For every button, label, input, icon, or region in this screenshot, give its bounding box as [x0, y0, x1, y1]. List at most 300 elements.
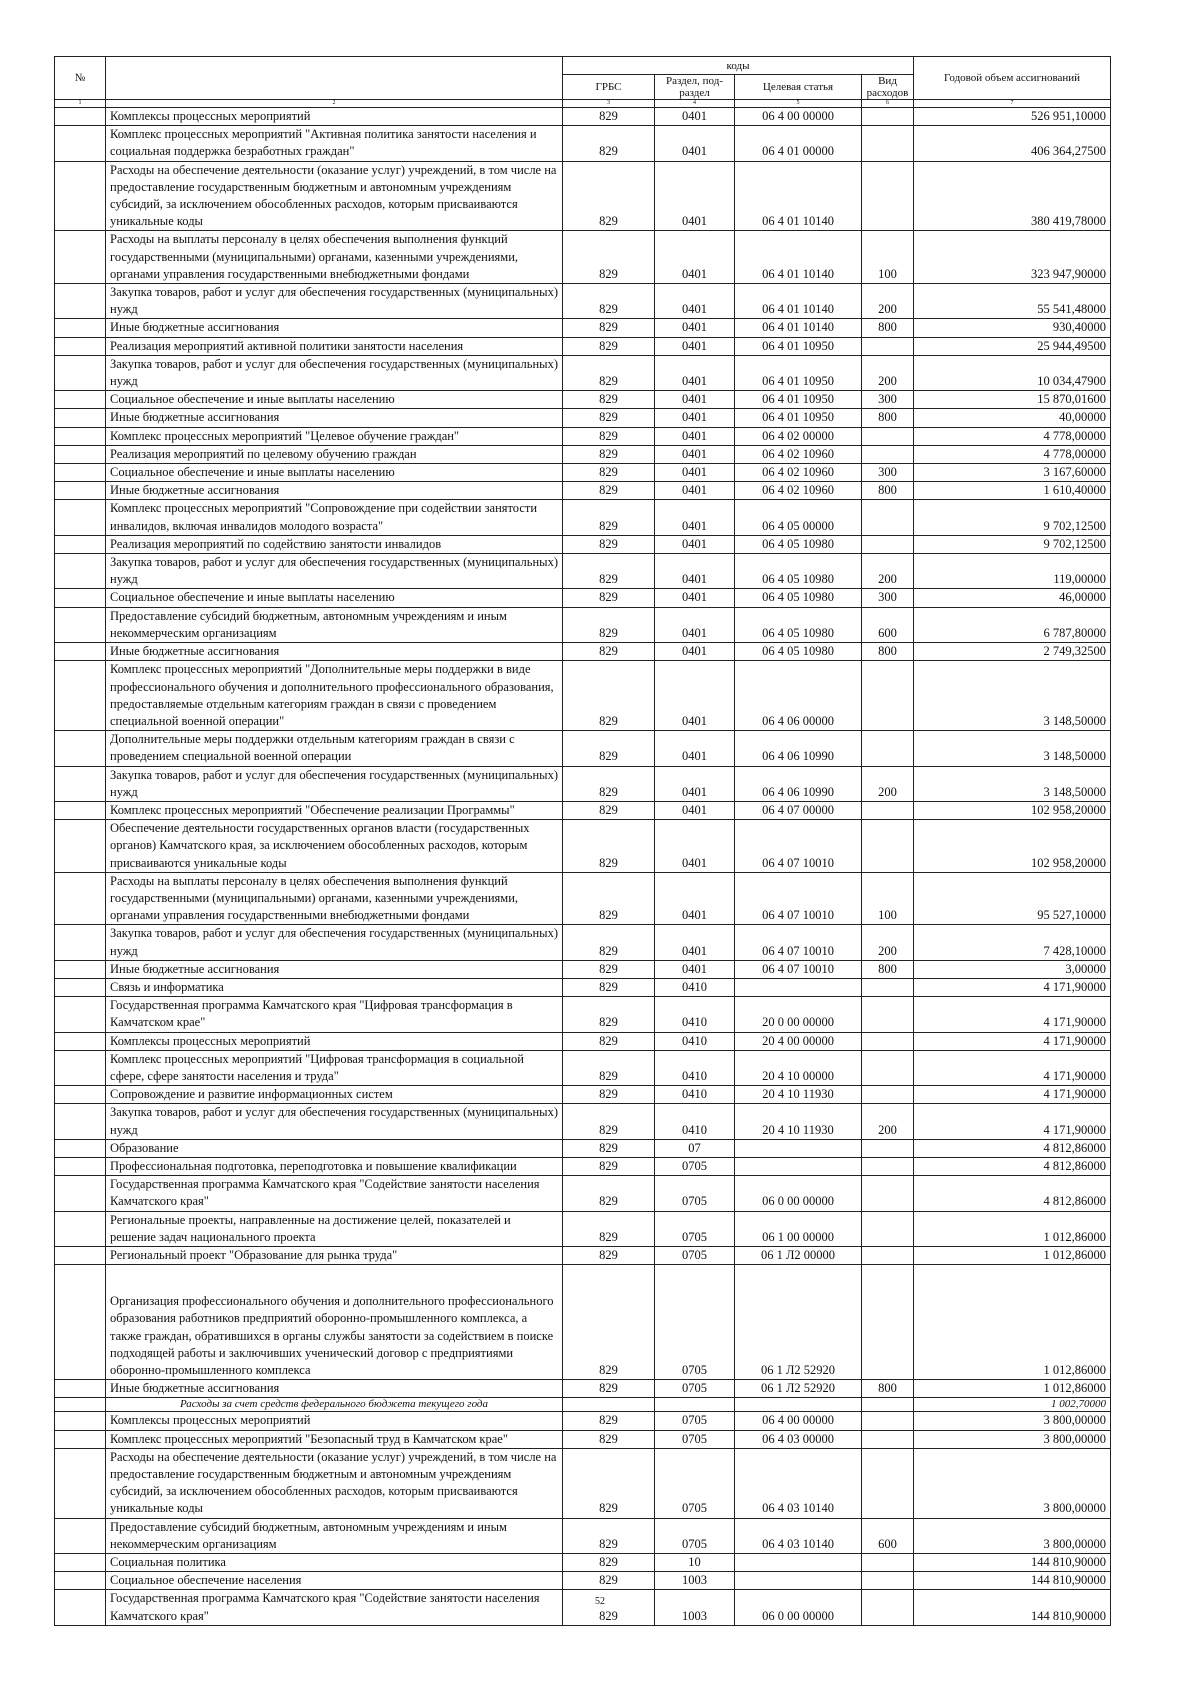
row-cs-cell: 06 4 01 10950 [735, 409, 862, 427]
row-amount-cell: 15 870,01600 [914, 391, 1111, 409]
row-amount-cell: 9 702,12500 [914, 535, 1111, 553]
row-cs-cell: 06 4 03 00000 [735, 1430, 862, 1448]
row-grbs-cell: 829 [563, 661, 655, 731]
row-amount-cell: 144 810,90000 [914, 1572, 1111, 1590]
row-amount-cell: 144 810,90000 [914, 1590, 1111, 1625]
col-number: 2 [106, 100, 563, 108]
row-number-cell [55, 1050, 106, 1085]
row-vr-cell [862, 997, 914, 1032]
table-row [55, 766, 1111, 801]
row-amount-cell: 55 541,48000 [914, 284, 1111, 319]
row-amount-cell: 1 012,86000 [914, 1380, 1111, 1398]
row-amount-cell: 4 812,86000 [914, 1139, 1111, 1157]
row-amount-cell: 25 944,49500 [914, 337, 1111, 355]
table-row [55, 409, 1111, 427]
row-razdel-cell [655, 1398, 735, 1412]
row-razdel-cell: 0401 [655, 925, 735, 960]
row-vr-cell [862, 445, 914, 463]
row-grbs-cell: 829 [563, 960, 655, 978]
row-vr-cell [862, 1086, 914, 1104]
table-row [55, 1572, 1111, 1590]
row-amount-cell: 4 778,00000 [914, 427, 1111, 445]
row-grbs-cell: 829 [563, 1157, 655, 1175]
row-name-cell: Предоставление субсидий бюджетным, автономным учреждениям и иным некоммерческим организациям [106, 1518, 563, 1553]
row-number-cell [55, 319, 106, 337]
row-name-cell: Комплекс процессных мероприятий "Обеспечение реализации Программы" [106, 801, 563, 819]
row-number-cell [55, 607, 106, 642]
row-amount-cell: 1 610,40000 [914, 482, 1111, 500]
row-amount-cell: 4 171,90000 [914, 978, 1111, 996]
row-cs-cell: 06 4 02 10960 [735, 482, 862, 500]
row-vr-cell [862, 535, 914, 553]
row-razdel-cell: 0401 [655, 108, 735, 126]
row-number-cell [55, 535, 106, 553]
row-number-cell [55, 284, 106, 319]
row-name-cell: Социальное обеспечение и иные выплаты населению [106, 464, 563, 482]
col-number: 4 [655, 100, 735, 108]
row-amount-cell: 7 428,10000 [914, 925, 1111, 960]
row-grbs-cell: 829 [563, 1176, 655, 1211]
row-name-cell: Иные бюджетные ассигнования [106, 409, 563, 427]
row-number-cell [55, 1086, 106, 1104]
row-number-cell [55, 161, 106, 231]
row-vr-cell [862, 1247, 914, 1265]
row-amount-cell: 1 012,86000 [914, 1265, 1111, 1380]
row-razdel-cell: 1003 [655, 1572, 735, 1590]
row-vr-cell: 200 [862, 284, 914, 319]
row-number-cell [55, 925, 106, 960]
row-vr-cell [862, 161, 914, 231]
row-name-cell: Государственная программа Камчатского края "Содействие занятости населения Камчатского края" [106, 1176, 563, 1211]
header-grbs: ГРБС [563, 75, 655, 100]
row-cs-cell: 06 4 06 00000 [735, 661, 862, 731]
table-row [55, 126, 1111, 161]
table-row [55, 978, 1111, 996]
row-amount-cell: 102 958,20000 [914, 801, 1111, 819]
row-amount-cell: 1 012,86000 [914, 1211, 1111, 1246]
row-grbs-cell: 829 [563, 1572, 655, 1590]
row-number-cell [55, 1176, 106, 1211]
row-name-cell: Реализация мероприятий по содействию занятости инвалидов [106, 535, 563, 553]
row-razdel-cell: 0401 [655, 482, 735, 500]
row-razdel-cell: 0705 [655, 1430, 735, 1448]
row-vr-cell [862, 661, 914, 731]
col-number: 3 [563, 100, 655, 108]
col-number: 6 [862, 100, 914, 108]
row-grbs-cell: 829 [563, 445, 655, 463]
row-vr-cell [862, 1398, 914, 1412]
table-row [55, 161, 1111, 231]
row-grbs-cell: 829 [563, 607, 655, 642]
row-amount-cell: 4 171,90000 [914, 1032, 1111, 1050]
row-vr-cell: 800 [862, 482, 914, 500]
row-grbs-cell: 829 [563, 126, 655, 161]
table-row [55, 661, 1111, 731]
row-grbs-cell: 829 [563, 319, 655, 337]
row-number-cell [55, 1430, 106, 1448]
row-razdel-cell: 0401 [655, 284, 735, 319]
row-cs-cell: 06 4 02 10960 [735, 445, 862, 463]
row-amount-cell: 10 034,47900 [914, 355, 1111, 390]
row-name-cell: Предоставление субсидий бюджетным, автономным учреждениям и иным некоммерческим организациям [106, 607, 563, 642]
row-grbs-cell: 829 [563, 337, 655, 355]
table-row [55, 1211, 1111, 1246]
row-name-cell: Региональный проект "Образование для рынка труда" [106, 1247, 563, 1265]
row-grbs-cell: 829 [563, 872, 655, 925]
row-name-cell: Комплексы процессных мероприятий [106, 108, 563, 126]
row-vr-cell: 600 [862, 1518, 914, 1553]
row-name-cell: Иные бюджетные ассигнования [106, 643, 563, 661]
row-razdel-cell: 0401 [655, 960, 735, 978]
header-name [106, 57, 563, 100]
row-name-cell: Закупка товаров, работ и услуг для обеспечения государственных (муниципальных) нужд [106, 284, 563, 319]
row-amount-cell: 3 800,00000 [914, 1430, 1111, 1448]
row-grbs-cell: 829 [563, 1104, 655, 1139]
row-vr-cell [862, 1211, 914, 1246]
row-amount-cell: 3 800,00000 [914, 1412, 1111, 1430]
row-name-cell: Комплекс процессных мероприятий "Дополнительные меры поддержки в виде профессионального обучения и дополнительного профессионального образования, предоставляемые отдельным категориям граждан в связи с проведением специальной военной операции" [106, 661, 563, 731]
row-razdel-cell: 0705 [655, 1265, 735, 1380]
row-razdel-cell: 0401 [655, 319, 735, 337]
row-number-cell [55, 1265, 106, 1380]
row-cs-cell: 06 4 02 00000 [735, 427, 862, 445]
table-row [55, 231, 1111, 284]
row-amount-cell: 95 527,10000 [914, 872, 1111, 925]
row-grbs-cell: 829 [563, 391, 655, 409]
table-row [55, 731, 1111, 766]
row-name-cell: Иные бюджетные ассигнования [106, 319, 563, 337]
row-cs-cell: 06 1 00 00000 [735, 1211, 862, 1246]
row-number-cell [55, 554, 106, 589]
row-name-cell: Государственная программа Камчатского края "Содействие занятости населения Камчатского края" [106, 1590, 563, 1625]
row-razdel-cell: 0401 [655, 820, 735, 873]
row-cs-cell: 06 4 01 10950 [735, 337, 862, 355]
row-cs-cell: 06 4 05 10980 [735, 589, 862, 607]
table-row [55, 1104, 1111, 1139]
row-grbs-cell: 829 [563, 427, 655, 445]
row-amount-cell: 3 148,50000 [914, 731, 1111, 766]
row-amount-cell: 3 148,50000 [914, 766, 1111, 801]
row-razdel-cell: 0410 [655, 1050, 735, 1085]
row-cs-cell: 06 1 Л2 52920 [735, 1265, 862, 1380]
row-vr-cell: 600 [862, 607, 914, 642]
row-number-cell [55, 766, 106, 801]
row-vr-cell [862, 427, 914, 445]
row-cs-cell: 06 4 01 10140 [735, 319, 862, 337]
row-grbs-cell: 829 [563, 1139, 655, 1157]
row-amount-cell: 2 749,32500 [914, 643, 1111, 661]
row-cs-cell: 06 0 00 00000 [735, 1176, 862, 1211]
row-amount-cell: 3 800,00000 [914, 1448, 1111, 1518]
row-number-cell [55, 872, 106, 925]
row-razdel-cell: 0401 [655, 589, 735, 607]
row-grbs-cell: 829 [563, 1211, 655, 1246]
table-row [55, 589, 1111, 607]
row-razdel-cell: 0401 [655, 231, 735, 284]
row-cs-cell: 20 4 10 11930 [735, 1086, 862, 1104]
row-amount-cell: 323 947,90000 [914, 231, 1111, 284]
row-grbs-cell: 829 [563, 409, 655, 427]
row-vr-cell [862, 337, 914, 355]
row-name-cell: Иные бюджетные ассигнования [106, 482, 563, 500]
row-grbs-cell: 829 [563, 820, 655, 873]
row-number-cell [55, 1247, 106, 1265]
row-grbs-cell: 829 [563, 801, 655, 819]
row-name-cell: Комплексы процессных мероприятий [106, 1032, 563, 1050]
row-number-cell [55, 1157, 106, 1175]
row-vr-cell [862, 1412, 914, 1430]
table-row [55, 445, 1111, 463]
row-amount-cell: 406 364,27500 [914, 126, 1111, 161]
row-grbs-cell: 829 [563, 978, 655, 996]
row-amount-cell: 930,40000 [914, 319, 1111, 337]
row-number-cell [55, 1518, 106, 1553]
table-row [55, 337, 1111, 355]
row-amount-cell: 526 951,10000 [914, 108, 1111, 126]
row-vr-cell [862, 1032, 914, 1050]
table-row [55, 1380, 1111, 1398]
table-row [55, 960, 1111, 978]
row-name-cell: Социальное обеспечение населения [106, 1572, 563, 1590]
row-number-cell [55, 126, 106, 161]
row-cs-cell [735, 1398, 862, 1412]
row-razdel-cell: 1003 [655, 1590, 735, 1625]
table-row [55, 872, 1111, 925]
row-grbs-cell: 829 [563, 482, 655, 500]
row-razdel-cell: 0401 [655, 464, 735, 482]
row-number-cell [55, 1211, 106, 1246]
table-row [55, 1176, 1111, 1211]
table-row [55, 464, 1111, 482]
row-number-cell [55, 661, 106, 731]
row-grbs-cell: 829 [563, 1554, 655, 1572]
row-grbs-cell: 829 [563, 535, 655, 553]
row-amount-cell: 144 810,90000 [914, 1554, 1111, 1572]
row-amount-cell: 4 171,90000 [914, 997, 1111, 1032]
row-grbs-cell: 829 [563, 355, 655, 390]
row-grbs-cell: 829 [563, 500, 655, 535]
row-name-cell: Расходы на выплаты персоналу в целях обеспечения выполнения функций государственными (муниципальными) органами, казенными учреждениями, органами управления государственными внебюджетными фондами [106, 872, 563, 925]
row-cs-cell: 20 4 00 00000 [735, 1032, 862, 1050]
row-number-cell [55, 731, 106, 766]
row-amount-cell: 4 171,90000 [914, 1050, 1111, 1085]
table-row [55, 1430, 1111, 1448]
budget-table [54, 56, 1111, 1626]
row-cs-cell: 20 4 10 11930 [735, 1104, 862, 1139]
row-name-cell: Закупка товаров, работ и услуг для обеспечения государственных (муниципальных) нужд [106, 554, 563, 589]
row-cs-cell: 06 4 07 10010 [735, 820, 862, 873]
table-row [55, 1398, 1111, 1412]
row-cs-cell: 06 4 01 10140 [735, 284, 862, 319]
row-vr-cell: 800 [862, 409, 914, 427]
row-number-cell [55, 1412, 106, 1430]
row-vr-cell [862, 1430, 914, 1448]
row-name-cell: Иные бюджетные ассигнования [106, 1380, 563, 1398]
row-vr-cell [862, 1157, 914, 1175]
row-name-cell: Организация профессионального обучения и дополнительного профессионального образования работников предприятий оборонно-промышленного комплекса, а также граждан, обратившихся в органы службы занятости за содействием в поиске подходящей работы и заключивших ученический договор с предприятиями оборонно-промышленного комплекса [106, 1265, 563, 1380]
row-name-cell: Комплекс процессных мероприятий "Безопасный труд в Камчатском крае" [106, 1430, 563, 1448]
row-number-cell [55, 464, 106, 482]
row-vr-cell [862, 978, 914, 996]
table-row [55, 1554, 1111, 1572]
row-razdel-cell: 0705 [655, 1412, 735, 1430]
row-amount-cell: 4 171,90000 [914, 1086, 1111, 1104]
row-cs-cell: 20 0 00 00000 [735, 997, 862, 1032]
row-cs-cell: 06 4 07 00000 [735, 801, 862, 819]
row-amount-cell: 4 812,86000 [914, 1176, 1111, 1211]
row-number-cell [55, 1398, 106, 1412]
row-razdel-cell: 0705 [655, 1380, 735, 1398]
row-name-cell: Иные бюджетные ассигнования [106, 960, 563, 978]
row-grbs-cell: 829 [563, 1518, 655, 1553]
row-razdel-cell: 0705 [655, 1157, 735, 1175]
row-number-cell [55, 997, 106, 1032]
column-number-row [55, 100, 1111, 108]
row-cs-cell: 06 4 01 10140 [735, 231, 862, 284]
page-number: 52 [595, 1596, 605, 1607]
row-grbs-cell [563, 1398, 655, 1412]
row-cs-cell: 06 4 00 00000 [735, 108, 862, 126]
row-razdel-cell: 0401 [655, 409, 735, 427]
row-vr-cell: 200 [862, 554, 914, 589]
row-name-cell: Государственная программа Камчатского края "Цифровая трансформация в Камчатском крае" [106, 997, 563, 1032]
row-cs-cell: 06 4 07 10010 [735, 925, 862, 960]
row-amount-cell: 1 002,70000 [914, 1398, 1111, 1412]
row-name-cell: Закупка товаров, работ и услуг для обеспечения государственных (муниципальных) нужд [106, 355, 563, 390]
row-name-cell: Закупка товаров, работ и услуг для обеспечения государственных (муниципальных) нужд [106, 925, 563, 960]
row-cs-cell: 20 4 10 00000 [735, 1050, 862, 1085]
row-number-cell [55, 1572, 106, 1590]
row-number-cell [55, 1554, 106, 1572]
row-razdel-cell: 0401 [655, 126, 735, 161]
row-vr-cell [862, 1176, 914, 1211]
row-vr-cell [862, 126, 914, 161]
col-number: 5 [735, 100, 862, 108]
row-razdel-cell: 0410 [655, 1086, 735, 1104]
row-vr-cell: 800 [862, 643, 914, 661]
table-row [55, 1518, 1111, 1553]
row-number-cell [55, 427, 106, 445]
col-number: 1 [55, 100, 106, 108]
row-number-cell [55, 337, 106, 355]
row-name-cell: Комплекс процессных мероприятий "Целевое обучение граждан" [106, 427, 563, 445]
row-cs-cell: 06 4 01 00000 [735, 126, 862, 161]
row-razdel-cell: 0401 [655, 427, 735, 445]
row-name-cell: Региональные проекты, направленные на достижение целей, показателей и решение задач национального проекта [106, 1211, 563, 1246]
row-vr-cell: 800 [862, 960, 914, 978]
table-row [55, 554, 1111, 589]
row-amount-cell: 46,00000 [914, 589, 1111, 607]
row-cs-cell: 06 1 Л2 00000 [735, 1247, 862, 1265]
table-row [55, 427, 1111, 445]
row-cs-cell: 06 4 06 10990 [735, 731, 862, 766]
row-number-cell [55, 108, 106, 126]
row-name-cell: Социальное обеспечение и иные выплаты населению [106, 391, 563, 409]
row-razdel-cell: 0401 [655, 661, 735, 731]
row-name-cell: Образование [106, 1139, 563, 1157]
table-row [55, 1265, 1111, 1380]
row-grbs-cell: 829 [563, 1265, 655, 1380]
row-cs-cell: 06 4 05 10980 [735, 535, 862, 553]
row-grbs-cell: 829 [563, 464, 655, 482]
row-vr-cell: 300 [862, 391, 914, 409]
row-grbs-cell: 829 [563, 731, 655, 766]
row-vr-cell: 300 [862, 589, 914, 607]
table-row [55, 500, 1111, 535]
row-vr-cell [862, 1448, 914, 1518]
table-row [55, 284, 1111, 319]
row-number-cell [55, 820, 106, 873]
row-razdel-cell: 0401 [655, 535, 735, 553]
row-cs-cell: 06 4 03 10140 [735, 1518, 862, 1553]
header-amount: Годовой объем ассигнований [914, 57, 1111, 100]
header-num: № [55, 57, 106, 100]
row-grbs-cell: 829 [563, 589, 655, 607]
table-row [55, 1157, 1111, 1175]
row-grbs-cell: 829 [563, 554, 655, 589]
table-row [55, 925, 1111, 960]
row-grbs-cell: 829 [563, 161, 655, 231]
row-grbs-cell: 829 [563, 1050, 655, 1085]
row-grbs-cell: 829 [563, 108, 655, 126]
row-cs-cell: 06 4 07 10010 [735, 872, 862, 925]
row-amount-cell: 6 787,80000 [914, 607, 1111, 642]
row-name-cell: Реализация мероприятий по целевому обучению граждан [106, 445, 563, 463]
row-razdel-cell: 0401 [655, 500, 735, 535]
row-amount-cell: 3 800,00000 [914, 1518, 1111, 1553]
row-razdel-cell: 0401 [655, 445, 735, 463]
row-name-cell: Обеспечение деятельности государственных органов власти (государственных органов) Камчатского края, за исключением обособленных расходов, которым присваиваются уникальные коды [106, 820, 563, 873]
row-cs-cell: 06 4 02 10960 [735, 464, 862, 482]
row-grbs-cell: 829 [563, 1380, 655, 1398]
row-vr-cell: 100 [862, 231, 914, 284]
row-razdel-cell: 0401 [655, 607, 735, 642]
row-name-cell: Связь и информатика [106, 978, 563, 996]
table-row [55, 643, 1111, 661]
row-vr-cell [862, 1139, 914, 1157]
row-vr-cell: 200 [862, 766, 914, 801]
row-razdel-cell: 0410 [655, 978, 735, 996]
row-vr-cell [862, 801, 914, 819]
row-name-cell: Расходы на обеспечение деятельности (оказание услуг) учреждений, в том числе на предоставление государственным бюджетным и автономным учреждениям субсидий, за исключением обособленных расходов, которым присваиваются уникальные коды [106, 1448, 563, 1518]
row-amount-cell: 4 812,86000 [914, 1157, 1111, 1175]
table-row [55, 482, 1111, 500]
row-number-cell [55, 445, 106, 463]
row-razdel-cell: 0410 [655, 997, 735, 1032]
row-razdel-cell: 0705 [655, 1211, 735, 1246]
row-razdel-cell: 0705 [655, 1448, 735, 1518]
row-name-cell: Сопровождение и развитие информационных систем [106, 1086, 563, 1104]
row-name-cell: Расходы на обеспечение деятельности (оказание услуг) учреждений, в том числе на предоставление государственным бюджетным и автономным учреждениям субсидий, за исключением обособленных расходов, которым присваиваются уникальные коды [106, 161, 563, 231]
row-number-cell [55, 231, 106, 284]
row-cs-cell: 06 4 01 10950 [735, 355, 862, 390]
row-cs-cell [735, 1139, 862, 1157]
row-grbs-cell: 829 [563, 997, 655, 1032]
row-vr-cell: 800 [862, 319, 914, 337]
header-cs: Целевая статья [735, 75, 862, 100]
table-row [55, 1247, 1111, 1265]
row-number-cell [55, 960, 106, 978]
table-row [55, 801, 1111, 819]
row-razdel-cell: 0401 [655, 355, 735, 390]
table-header [55, 57, 1111, 108]
row-number-cell [55, 978, 106, 996]
table-row [55, 355, 1111, 390]
row-amount-cell: 3 167,60000 [914, 464, 1111, 482]
row-razdel-cell: 0401 [655, 643, 735, 661]
header-razdel: Раздел, под-раздел [655, 75, 735, 100]
row-amount-cell: 9 702,12500 [914, 500, 1111, 535]
